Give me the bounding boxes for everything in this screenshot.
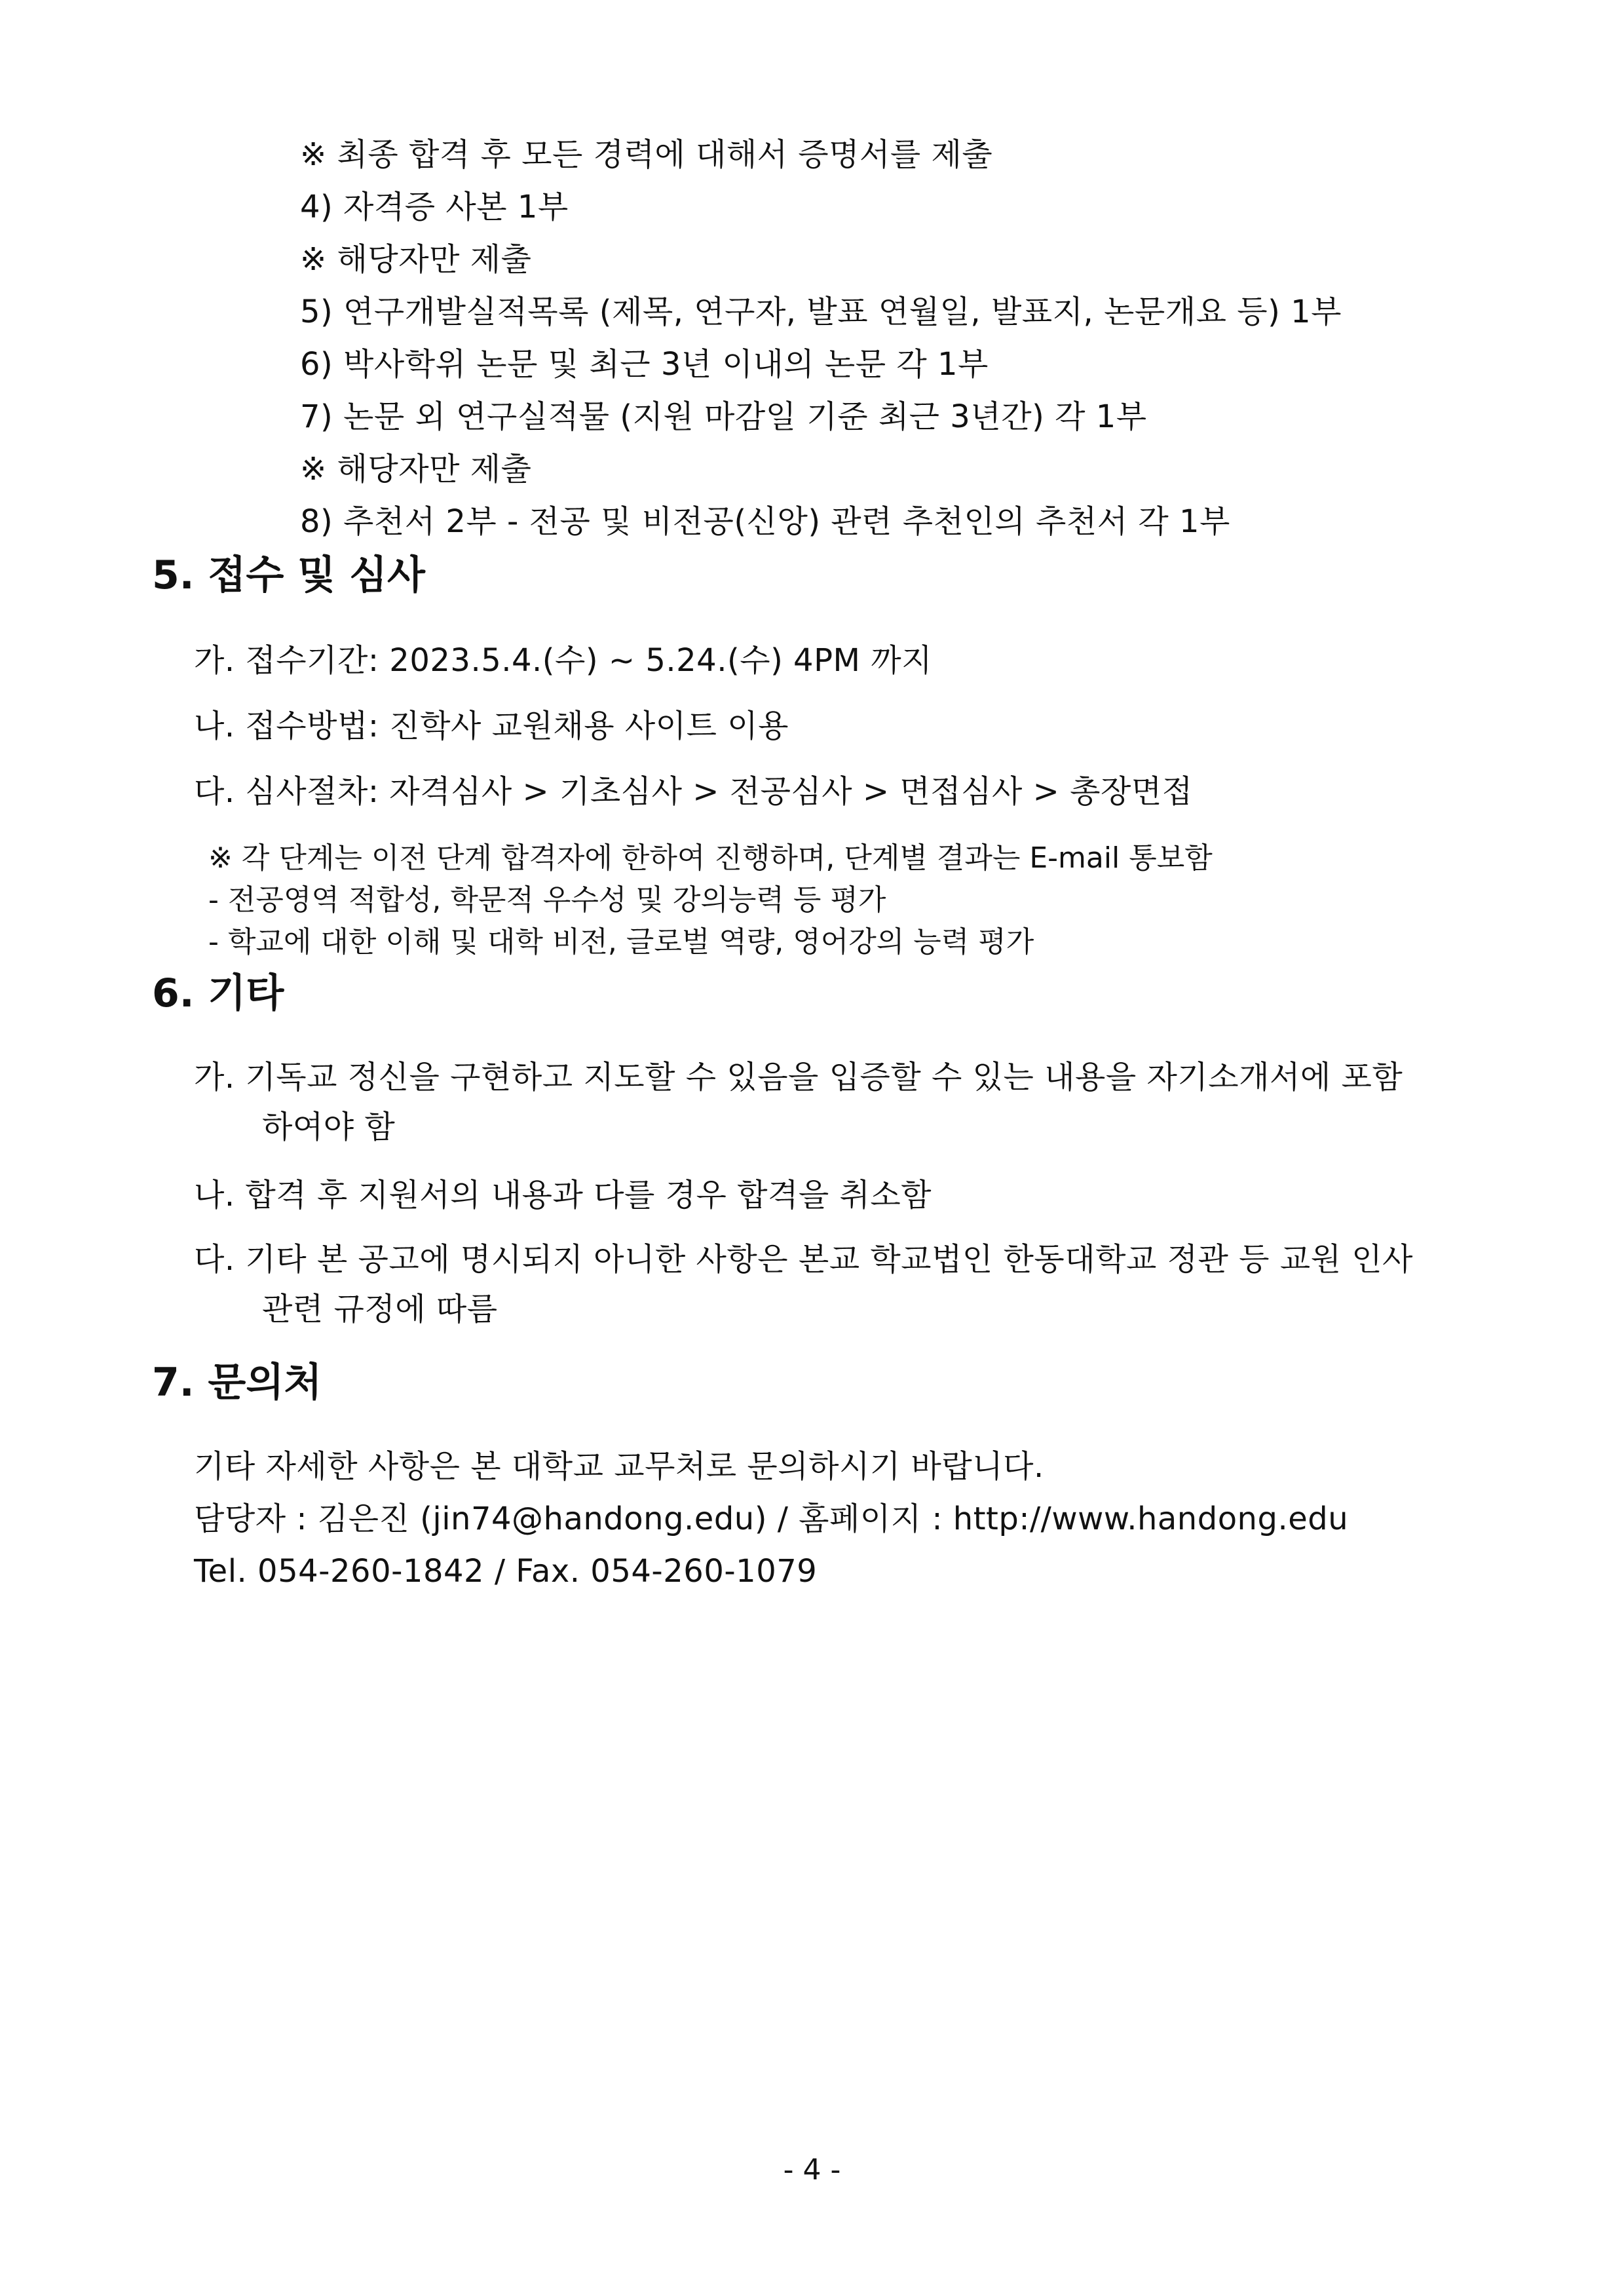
list-item-8: 8) 추천서 2부 - 전공 및 비전공(신앙) 관련 추천인의 추천서 각 1부	[300, 503, 1230, 540]
section-5-note-3: - 학교에 대한 이해 및 대학 비전, 글로벌 역량, 영어강의 능력 평가	[208, 925, 1034, 959]
section-5-period: 가. 접수기간: 2023.5.4.(수) ~ 5.24.(수) 4PM 까지	[194, 642, 932, 679]
list-item-4: 4) 자격증 사본 1부	[300, 189, 569, 225]
note-experience-certificate: ※ 최종 합격 후 모든 경력에 대해서 증명서를 제출	[300, 136, 993, 173]
contact-intro: 기타 자세한 사항은 본 대학교 교무처로 문의하시기 바랍니다.	[194, 1448, 1044, 1485]
section-5-heading: 5. 접수 및 심사	[152, 552, 426, 598]
section-6-heading: 6. 기타	[152, 970, 284, 1016]
section-6-item-b: 나. 합격 후 지원서의 내용과 다를 경우 합격을 취소함	[194, 1177, 932, 1214]
contact-person-and-website: 담당자 : 김은진 (jin74@handong.edu) / 홈페이지 : http://www.handong.edu	[194, 1501, 1349, 1537]
section-6-item-c-line-1: 다. 기타 본 공고에 명시되지 아니한 사항은 본교 학교법인 한동대학교 정관 등 교원 인사	[194, 1241, 1413, 1278]
contact-phone-fax: Tel. 054-260-1842 / Fax. 054-260-1079	[194, 1553, 818, 1590]
section-6-item-c-line-2: 관련 규정에 따름	[262, 1291, 498, 1328]
section-6-item-a-line-1: 가. 기독교 정신을 구현하고 지도할 수 있음을 입증할 수 있는 내용을 자기소개서에 포함	[194, 1059, 1403, 1096]
section-5-procedure: 다. 심사절차: 자격심사 > 기초심사 > 전공심사 > 면접심사 > 총장면접	[194, 773, 1193, 810]
page-number: - 4 -	[783, 2153, 841, 2187]
note-applicable-only-2: ※ 해당자만 제출	[300, 451, 532, 488]
section-7-heading: 7. 문의처	[152, 1360, 322, 1406]
note-applicable-only-1: ※ 해당자만 제출	[300, 241, 532, 278]
section-5-note-2: - 전공영역 적합성, 학문적 우수성 및 강의능력 등 평가	[208, 883, 886, 917]
section-5-note-1: ※ 각 단계는 이전 단계 합격자에 한하여 진행하며, 단계별 결과는 E-mail 통보함	[208, 841, 1213, 875]
list-item-6: 6) 박사학위 논문 및 최근 3년 이내의 논문 각 1부	[300, 346, 989, 383]
list-item-5: 5) 연구개발실적목록 (제목, 연구자, 발표 연월일, 발표지, 논문개요 등) 1부	[300, 294, 1342, 330]
section-6-item-a-line-2: 하여야 함	[262, 1109, 396, 1145]
section-5-method: 나. 접수방법: 진학사 교원채용 사이트 이용	[194, 708, 789, 744]
list-item-7: 7) 논문 외 연구실적물 (지원 마감일 기준 최근 3년간) 각 1부	[300, 398, 1147, 435]
